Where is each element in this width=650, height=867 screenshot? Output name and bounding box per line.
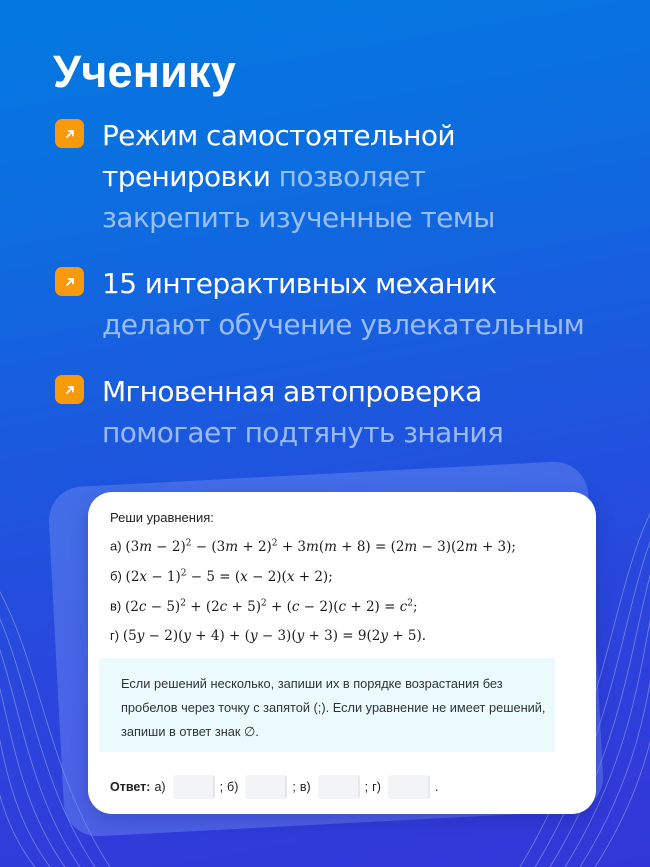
equation-math: $(3m - 2)^2 - (3m + 2)^2 + 3m(m + 8) = (2m - 3)(2m + 3)$; <box>125 538 516 555</box>
answer-prefix-d: г) <box>372 780 381 794</box>
equation-c: в) $(2c - 5)^2 + (2c + 5)^2 + (c - 2)(c + 2) = c^2$; <box>110 598 418 615</box>
page-title: Ученику <box>53 46 236 97</box>
answer-prefix-a: а) <box>154 780 166 794</box>
equation-math: (5y − 2)(y + 4) + (y − 3)(y + 3) = 9(2y + 5). <box>122 628 427 644</box>
arrow-up-right-icon <box>55 267 84 296</box>
task-prompt: Реши уравнения: <box>110 510 214 525</box>
arrow-up-right-icon <box>55 375 84 404</box>
answer-prefix-b: б) <box>227 780 239 794</box>
feature-muted-text: делают обучение увлекательным <box>102 308 585 341</box>
hint-line: запиши в ответ знак ∅. <box>121 724 259 739</box>
feature-item-autocheck <box>55 371 503 453</box>
equation-d: г) (5y − 2)(y + 4) + (y − 3)(y + 3) = 9(2y + 5). <box>110 628 427 644</box>
task-card <box>88 492 596 814</box>
hint-line: пробелов через точку с запятой (;). Если уравнение не имеет решений, <box>121 700 546 715</box>
answer-suffix: ; <box>292 780 296 794</box>
answer-suffix: ; <box>364 780 369 794</box>
answer-row <box>110 775 438 799</box>
feature-highlight-line: Мгновенная автопроверка <box>102 375 482 408</box>
equation-math: $(2x - 1)^2 - 5 = (x - 2)(x + 2)$; <box>125 568 333 585</box>
equation-a: а) $(3m - 2)^2 - (3m + 2)^2 + 3m(m + 8) = (2m - 3)(2m + 3)$; <box>110 538 516 555</box>
feature-item-self-training <box>55 115 495 238</box>
instruction-hint-box <box>99 658 555 752</box>
feature-muted-text: помогает подтянуть знания <box>102 416 504 449</box>
feature-highlight-line: тренировки <box>102 160 271 193</box>
answer-suffix: ; <box>219 780 224 794</box>
arrow-up-right-icon <box>55 119 84 148</box>
feature-highlight-line: Режим самостоятельной <box>102 119 456 152</box>
equation-b: б) $(2x - 1)^2 - 5 = (x - 2)(x + 2)$; <box>110 568 333 585</box>
answer-suffix: . <box>434 780 439 794</box>
answer-input-d[interactable] <box>388 775 430 799</box>
hint-line: Если решений несколько, запиши их в порядке возрастания без <box>121 676 503 691</box>
feature-highlight-line: 15 интерактивных механик <box>102 267 497 300</box>
answer-prefix-c: в) <box>299 780 311 794</box>
feature-item-interactive-mechanics <box>55 263 584 345</box>
feature-muted-text: позволяет <box>270 160 426 193</box>
feature-muted-text: закрепить изученные темы <box>102 201 495 234</box>
equation-math: $(2c - 5)^2 + (2c + 5)^2 + (c - 2)(c + 2) = c^2$; <box>125 598 418 615</box>
answer-input-c[interactable] <box>318 775 360 799</box>
answer-input-a[interactable] <box>173 775 215 799</box>
answer-input-b[interactable] <box>245 775 287 799</box>
answer-label: Ответ: <box>110 780 151 794</box>
